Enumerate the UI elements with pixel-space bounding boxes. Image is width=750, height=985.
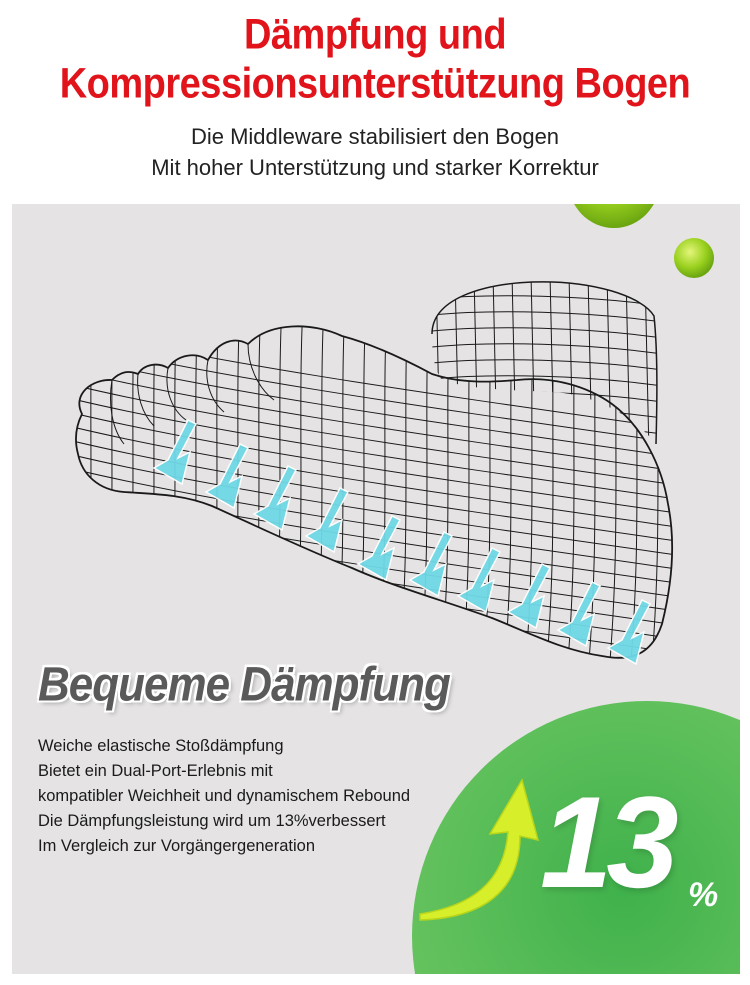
subtitle-line1: Die Middleware stabilisiert den Bogen <box>190 124 560 149</box>
feature-heading: Bequeme Dämpfung <box>38 657 450 712</box>
feature-line-5: Im Vergleich zur Vorgängergeneration <box>38 837 316 855</box>
curved-up-arrow-icon <box>412 772 542 922</box>
page-title-line1: Dämpfung und <box>243 11 507 59</box>
stat-unit: % <box>688 876 719 914</box>
page-title-line2: Kompressionsunterstützung Bogen <box>59 60 691 108</box>
stat-value: 13 <box>540 769 673 915</box>
feature-line-4: Die Dämpfungsleistung wird um 13%verbessert <box>38 812 386 830</box>
wireframe-foot-icon <box>12 204 740 684</box>
feature-line-3: kompatibler Weichheit und dynamischem Rebound <box>38 787 411 805</box>
subtitle-line2: Mit hoher Unterstützung und starker Korrektur <box>151 155 599 180</box>
feature-line-2: Bietet ein Dual-Port-Erlebnis mit <box>38 762 273 780</box>
feature-line-1: Weiche elastische Stoßdämpfung <box>38 737 284 755</box>
feature-panel <box>12 204 740 974</box>
